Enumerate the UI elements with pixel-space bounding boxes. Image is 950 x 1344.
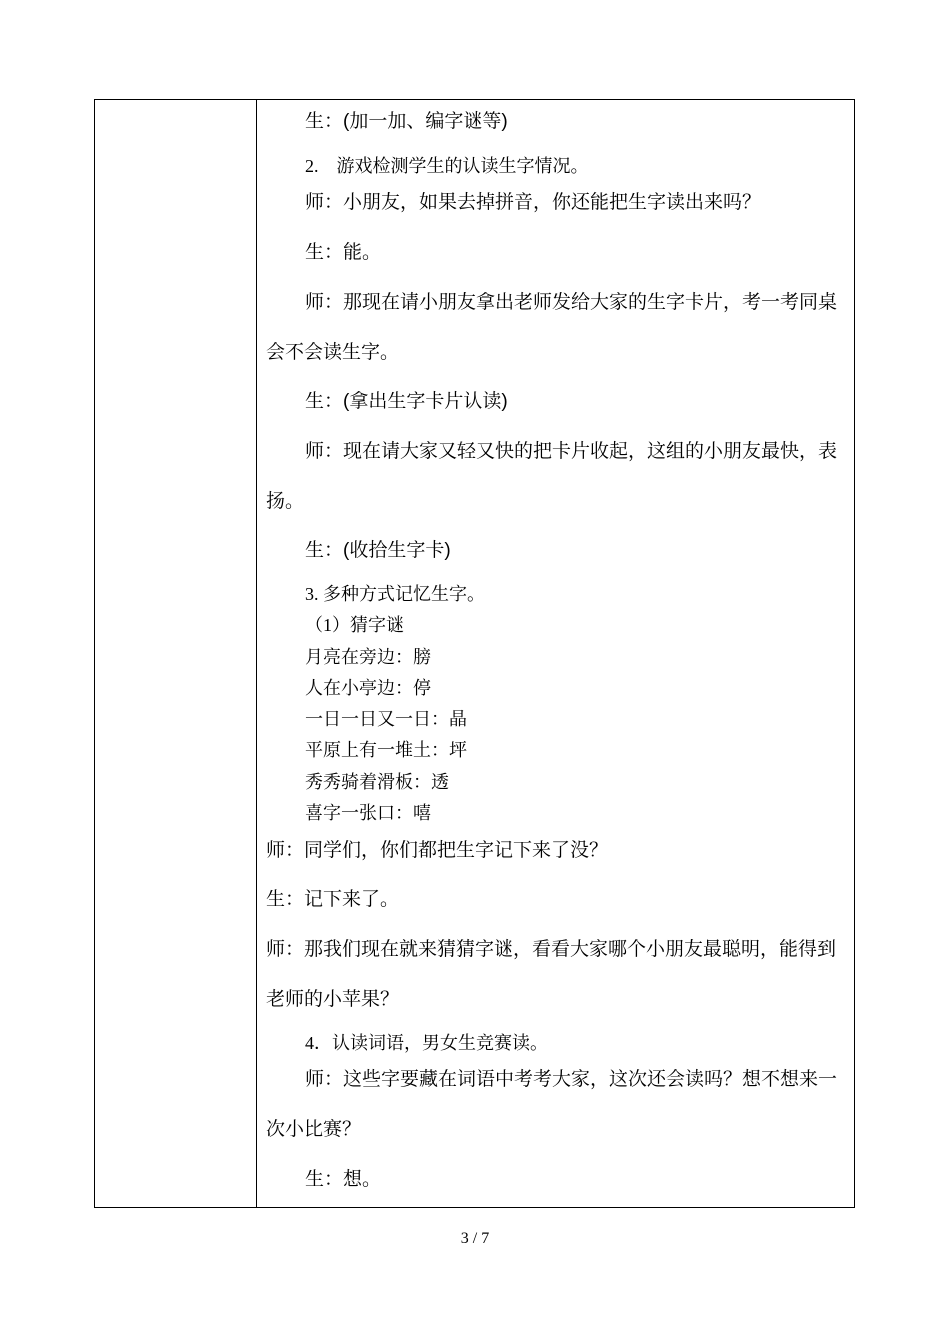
text-line: 师：那我们现在就来猜猜字谜，看看大家哪个小朋友最聪明，能得到 [266,939,837,960]
text-line: 老师的小苹果？ [266,989,400,1010]
text-line: 平原上有一堆土：坪 [305,740,467,760]
text-line: 师：同学们，你们都把生字记下来了没？ [266,840,609,861]
text-line: 生：(拿出生字卡片认读) [305,391,508,412]
text-line: 生：(加一加、编字谜等) [305,111,508,132]
text-line: 3. 多种方式记忆生字。 [305,584,485,604]
text-line: （1）猜字谜 [305,615,404,635]
text-line: 秀秀骑着滑板：透 [305,772,449,792]
text-line: 生：记下来了。 [266,889,400,910]
text-line: 一日一日又一日：晶 [305,709,467,729]
text-line: 次小比赛？ [266,1119,362,1140]
text-line: 月亮在旁边：膀 [305,647,431,667]
text-line: 师：那现在请小朋友拿出老师发给大家的生字卡片，考一考同桌 [305,292,838,313]
text-line: 扬。 [266,491,305,512]
table-right-column [257,100,854,1207]
text-line: 会不会读生字。 [266,342,400,363]
page-number: 3 / 7 [460,1230,490,1247]
text-line: 人在小亭边：停 [305,678,431,698]
text-line: 师：小朋友，如果去掉拼音，你还能把生字读出来吗？ [305,192,762,213]
text-line: 师：现在请大家又轻又快的把卡片收起，这组的小朋友最快，表 [305,441,838,462]
text-line: 生：(收拾生字卡) [305,540,451,561]
text-line: 生：想。 [305,1169,382,1190]
text-line: 4．认读词语，男女生竞赛读。 [305,1033,548,1053]
text-line: 2. 游戏检测学生的认读生字情况。 [305,156,589,176]
text-line: 喜字一张口：嘻 [305,803,431,823]
table-left-column [95,100,257,1207]
text-line: 师：这些字要藏在词语中考考大家，这次还会读吗？想不想来一 [305,1069,838,1090]
lesson-table [94,99,855,1208]
text-line: 生：能。 [305,242,382,263]
